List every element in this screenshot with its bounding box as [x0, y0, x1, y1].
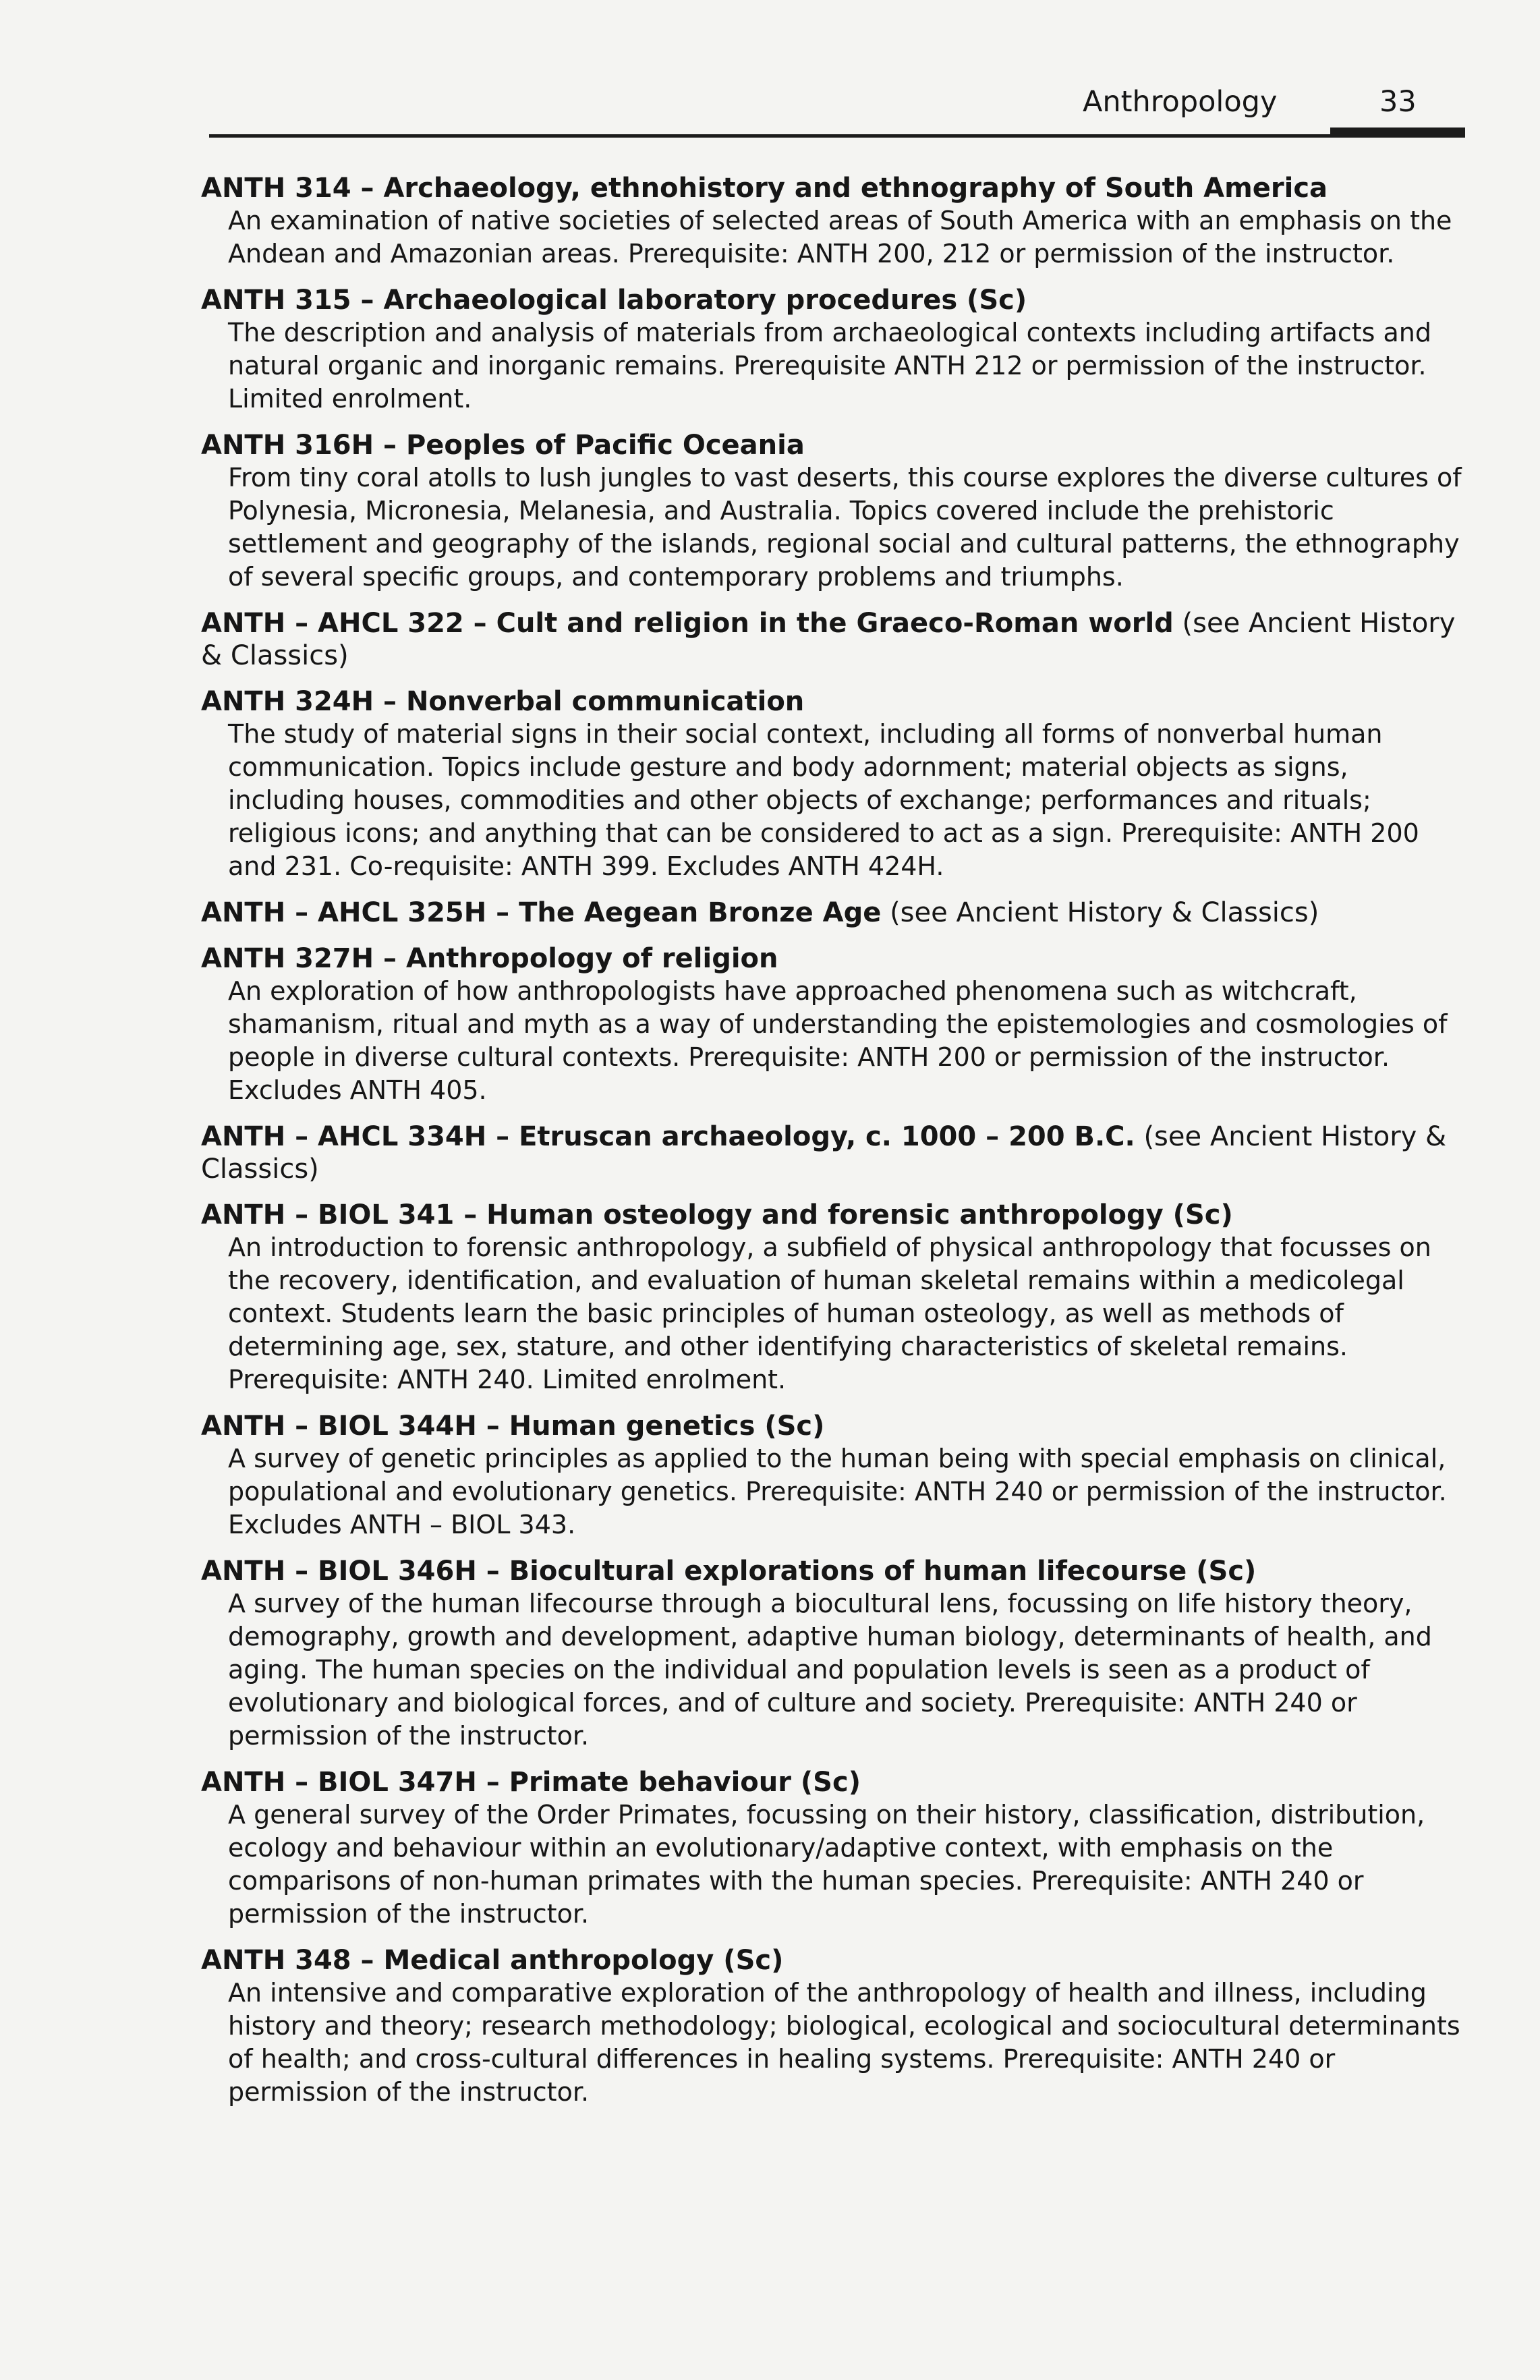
course-description: An exploration of how anthropologists have approached phenomena such as witchcraft, shamanism, ritual and myth as a way of understanding the epistemologies and cosmologies of people in diverse cultural contexts. Prerequisite: ANTH 200 or permission of the instructor. Excludes ANTH 405.	[228, 976, 1448, 1105]
course-description: An examination of native societies of selected areas of South America with an emphasis on the Andean and Amazonian areas. Prerequisite: ANTH 200, 212 or permission of the instructor.	[228, 206, 1452, 268]
course-description: The description and analysis of materials from archaeological contexts including artifacts and natural organic and inorganic remains. Prerequisite ANTH 212 or permission of the instructor. Limited enrolment.	[228, 318, 1432, 414]
course-code-and-name: ANTH 314 – Archaeology, ethnohistory and ethnography of South America	[201, 173, 1328, 204]
course-list	[201, 172, 1469, 2122]
course-title	[201, 897, 1469, 929]
course-title	[201, 284, 1469, 316]
course-entry	[201, 897, 1469, 929]
course-description: A general survey of the Order Primates, focussing on their history, classification, distribution, ecology and behaviour within an evolutionary/adaptive context, with emphasis on the comparisons of non-human primates with the human species. Prerequisite: ANTH 240 or permission of the instructor.	[228, 1800, 1425, 1929]
course-entry	[201, 172, 1469, 271]
course-code-and-name: ANTH 327H – Anthropology of religion	[201, 943, 778, 974]
course-code-and-name: ANTH – BIOL 346H – Biocultural explorations of human lifecourse (Sc)	[201, 1556, 1257, 1587]
course-description: A survey of the human lifecourse through a biocultural lens, focussing on life history theory, demography, growth and development, adaptive human biology, determinants of health, and aging. The human species on the individual and population levels is seen as a product of evolutionary and biological forces, and of culture and society. Prerequisite: ANTH 240 or permission of the instructor.	[228, 1589, 1432, 1751]
course-entry	[201, 1944, 1469, 2109]
course-code-and-name: ANTH – BIOL 347H – Primate behaviour (Sc)	[201, 1767, 861, 1798]
cross-reference: (see Ancient History & Classics)	[201, 608, 1456, 671]
course-title	[201, 685, 1469, 718]
course-entry	[201, 607, 1469, 672]
course-code-and-name: ANTH 324H – Nonverbal communication	[201, 686, 805, 717]
course-title	[201, 942, 1469, 975]
course-code-and-name: ANTH – AHCL 322 – Cult and religion in the Graeco-Roman world	[201, 608, 1174, 639]
course-description: An intensive and comparative exploration of the anthropology of health and illness, including history and theory; research methodology; biological, ecological and sociocultural determinants of health; and cross-cultural differences in healing systems. Prerequisite: ANTH 240 or permission of the instructor.	[228, 1978, 1460, 2107]
course-description: A survey of genetic principles as applied to the human being with special emphasis on clinical, populational and evolutionary genetics. Prerequisite: ANTH 240 or permission of the instructor. Excludes ANTH – BIOL 343.	[228, 1444, 1447, 1539]
course-code-and-name: ANTH 348 – Medical anthropology (Sc)	[201, 1945, 784, 1976]
course-description: From tiny coral atolls to lush jungles to vast deserts, this course explores the diverse cultures of Polynesia, Micronesia, Melanesia, and Australia. Topics covered include the prehistoric settlement and geography of the islands, regional social and cultural patterns, the ethnography of several specific groups, and contemporary problems and triumphs.	[228, 463, 1462, 592]
course-description: An introduction to forensic anthropology, a subfield of physical anthropology that focusses on the recovery, identification, and evaluation of human skeletal remains within a medicolegal context. Students learn the basic principles of human osteology, as well as methods of determining age, sex, stature, and other identifying characteristics of skeletal remains. Prerequisite: ANTH 240. Limited enrolment.	[228, 1232, 1431, 1394]
course-title	[201, 1944, 1469, 1977]
course-title	[201, 1199, 1469, 1231]
course-title	[201, 1555, 1469, 1587]
course-title	[201, 1121, 1469, 1185]
course-entry	[201, 1555, 1469, 1753]
course-code-and-name: ANTH 315 – Archaeological laboratory procedures (Sc)	[201, 285, 1027, 316]
course-entry	[201, 1410, 1469, 1541]
course-code-and-name: ANTH 316H – Peoples of Pacific Oceania	[201, 430, 805, 461]
header-rule-thick	[1330, 128, 1465, 138]
course-entry	[201, 1199, 1469, 1396]
cross-reference: (see Ancient History & Classics)	[881, 897, 1319, 928]
course-title	[201, 1410, 1469, 1442]
course-entry	[201, 1766, 1469, 1931]
course-entry	[201, 284, 1469, 416]
page-header	[209, 80, 1465, 138]
running-head-section: Anthropology	[1083, 85, 1278, 119]
course-code-and-name: ANTH – BIOL 344H – Human genetics (Sc)	[201, 1411, 825, 1442]
course-code-and-name: ANTH – AHCL 325H – The Aegean Bronze Age	[201, 897, 882, 928]
course-description: The study of material signs in their social context, including all forms of nonverbal human communication. Topics include gesture and body adornment; material objects as signs, including houses, commodities and other objects of exchange; performances and rituals; religious icons; and anything that can be considered to act as a sign. Prerequisite: ANTH 200 and 231. Co-requisite: ANTH 399. Excludes ANTH 424H.	[228, 719, 1419, 881]
course-entry	[201, 1121, 1469, 1185]
course-code-and-name: ANTH – BIOL 341 – Human osteology and forensic anthropology (Sc)	[201, 1199, 1233, 1230]
cross-reference: (see Ancient History & Classics)	[201, 1121, 1447, 1185]
course-title	[201, 172, 1469, 204]
course-code-and-name: ANTH – AHCL 334H – Etruscan archaeology, c. 1000 – 200 B.C.	[201, 1121, 1135, 1152]
course-title	[201, 429, 1469, 461]
course-entry	[201, 429, 1469, 594]
course-title	[201, 1766, 1469, 1798]
course-entry	[201, 685, 1469, 883]
page-number: 33	[1379, 85, 1417, 119]
header-rule	[209, 134, 1465, 138]
course-title	[201, 607, 1469, 672]
course-entry	[201, 942, 1469, 1107]
